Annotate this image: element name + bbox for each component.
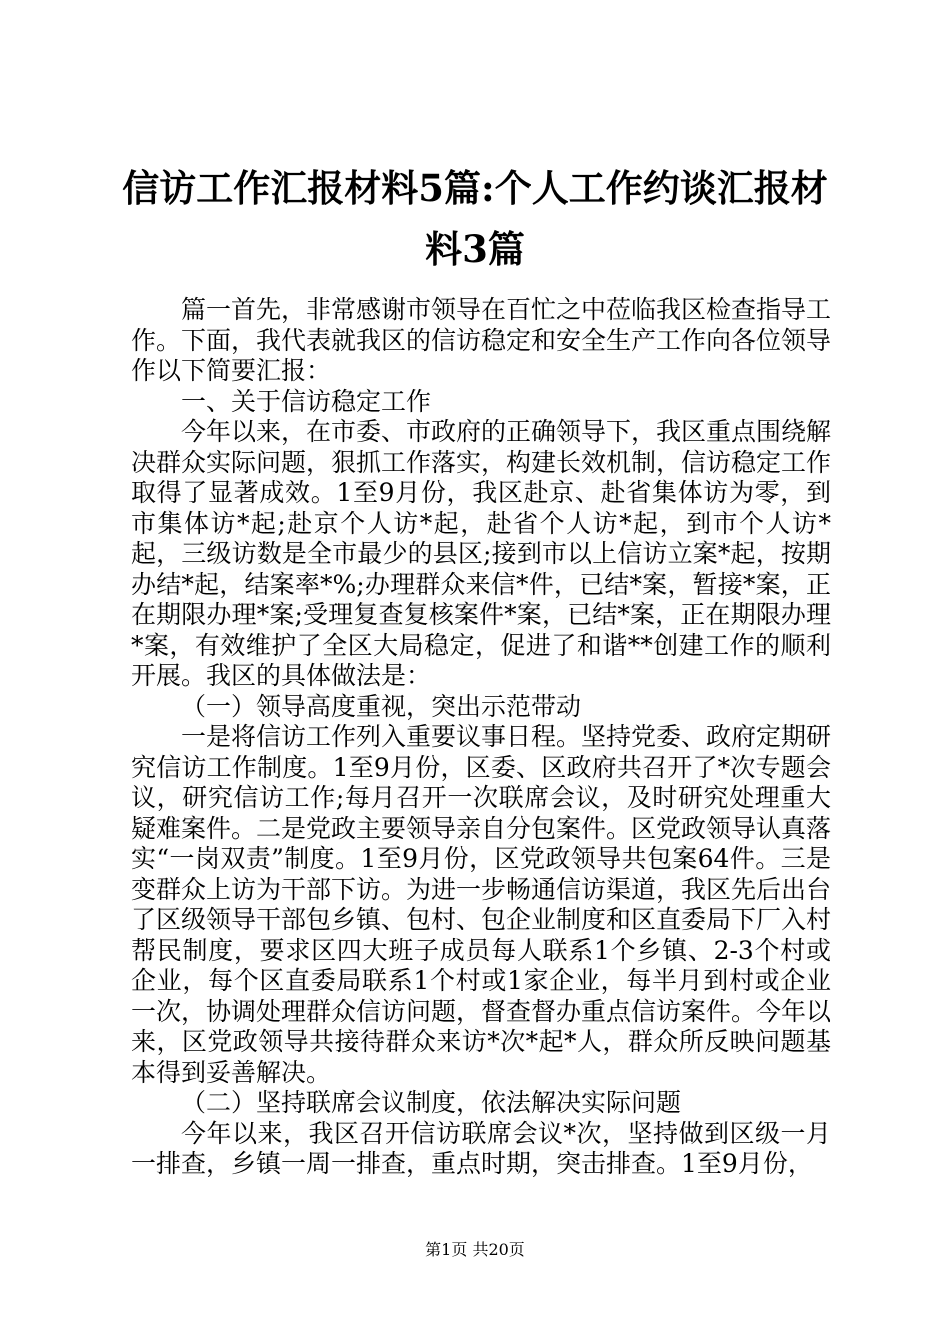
- document-title: [110, 158, 840, 280]
- subsection-heading-1: （一）领导高度重视，突出示范带动: [181, 691, 582, 721]
- paragraph-intro: 篇一首先，非常感谢市领导在百忙之中莅临我区检查指导工作。下面，我代表就我区的信访稳定和安全生产工作向各位领导作以下简要汇报：: [131, 295, 832, 385]
- title-line-1: 信访工作汇报材料5篇:个人工作约谈汇报材: [122, 166, 828, 210]
- paragraph-leadership: 一是将信访工作列入重要议事日程。坚持党委、政府定期研究信访工作制度。1至9月份，区委、区政府共召开了*次专题会议，研究信访工作;每月召开一次联席会议，及时研究处理重大疑难案件。二是党政主要领导亲自分包案件。区党政领导认真落实“一岗双责”制度。1至9月份，区党政领导共包案64件。三是变群众上访为干部下访。为进一步畅通信访渠道，我区先后出台了区级领导干部包乡镇、包村、包企业制度和区直委局下厂入村帮民制度，要求区四大班子成员每人联系1个乡镇、2-3个村或企业，每个区直委局联系1个村或1家企业，每半月到村或企业一次，协调处理群众信访问题，督查督办重点信访案件。今年以来，区党政领导共接待群众来访*次*起*人，群众所反映问题基本得到妥善解决。: [131, 722, 832, 1087]
- paragraph-overview: 今年以来，在市委、市政府的正确领导下，我区重点围绕解决群众实际问题，狠抓工作落实，构建长效机制，信访稳定工作取得了显著成效。1至9月份，我区赴京、赴省集体访为零，到市集体访*起;赴京个人访*起，赴省个人访*起，到市个人访*起，三级访数是全市最少的县区;接到市以上信访立案*起，按期办结*起，结案率*%;办理群众来信*件，已结*案，暂接*案，正在期限办理*案;受理复查复核案件*案，已结*案，正在期限办理*案，有效维护了全区大局稳定，促进了和谐**创建工作的顺利开展。我区的具体做法是：: [131, 417, 832, 690]
- page-footer: 第1页 共20页: [425, 1240, 525, 1259]
- subsection-heading-2: （二）坚持联席会议制度，依法解决实际问题: [181, 1088, 682, 1117]
- paragraph-joint-meeting: 今年以来，我区召开信访联席会议*次，坚持做到区级一月一排查，乡镇一周一排查，重点时期，突击排查。1至9月份，: [131, 1118, 831, 1178]
- document-body: [131, 295, 831, 1180]
- title-line-2: 料3篇: [425, 227, 525, 271]
- section-heading-1: 一、关于信访稳定工作: [181, 386, 432, 416]
